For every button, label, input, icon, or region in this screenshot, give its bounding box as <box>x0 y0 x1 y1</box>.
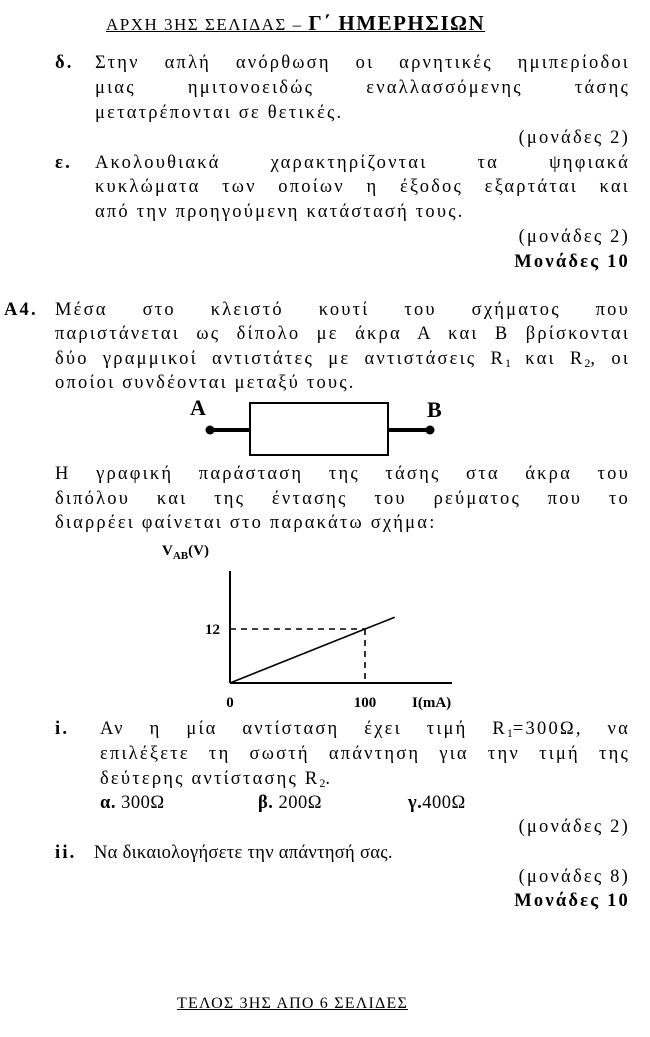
page-footer: ΤΕΛΟΣ 3ΗΣ ΑΠΟ 6 ΣΕΛΙΔΕΣ <box>177 995 408 1012</box>
question-i-r2-subscript: 2 <box>319 776 326 790</box>
r2-subscript: 2 <box>584 356 591 370</box>
a4-line-3 <box>55 347 630 371</box>
graph-intro-line-1: Η γραφική παράσταση της τάσης στα άκρα του <box>55 464 630 484</box>
option-a-value: 300Ω <box>115 793 165 813</box>
chart-ylabel-sub: AB <box>172 550 189 562</box>
chart-ylabel-main: V <box>162 543 173 559</box>
terminal-b-label: B <box>427 397 442 422</box>
question-i-line-1 <box>100 717 630 741</box>
option-a-label: α. <box>100 793 116 813</box>
item-delta-line-1: Στην απλή ανόρθωση οι αρνητικές ημιπερίοδοι <box>95 53 630 73</box>
question-ii-text: Να δικαιολογήσετε την απάντησή σας. <box>94 843 393 863</box>
question-i-line-3-part-a: δεύτερης αντίστασης R <box>100 769 320 789</box>
item-delta-marks: (μονάδες 2) <box>518 128 630 148</box>
option-c-value: 400Ω <box>422 793 466 813</box>
item-epsilon-line-1: Ακολουθιακά χαρακτηρίζονται τα ψηφιακά <box>95 153 630 173</box>
question-i-marker: i. <box>55 719 70 739</box>
option-c-label: γ. <box>408 793 423 813</box>
a4-line-4: οποίοι συνδέονται μεταξύ τους. <box>55 373 356 393</box>
chart-y-tick-label: 12 <box>205 622 220 638</box>
vi-chart <box>150 535 480 715</box>
item-epsilon-line-2: κυκλώματα των οποίων η έξοδος εξαρτάται και <box>95 177 630 197</box>
chart-series-line <box>230 617 395 683</box>
header-prefix: ΑΡΧΗ 3ΗΣ ΣΕΛΙΔΑΣ – <box>106 15 309 34</box>
graph-intro-line-3: διαρρέει φαίνεται στο παρακάτω σχήμα: <box>55 513 437 533</box>
option-b-label: β. <box>258 793 274 813</box>
a4-line-3-part-c: , οι <box>590 349 631 369</box>
page-header <box>106 11 485 36</box>
item-epsilon-marks: (μονάδες 2) <box>518 227 630 247</box>
terminal-a-label: A <box>190 395 206 420</box>
terminal-b <box>426 426 435 435</box>
question-ii-marker: ii. <box>55 843 77 863</box>
a4-line-2: παριστάνεται ως δίπολο με άκρα Α και Β βρίσκονται <box>55 324 630 344</box>
r1-subscript: 1 <box>505 356 512 370</box>
terminal-a <box>206 426 215 435</box>
question-i-line-2: επιλέξετε τη σωστή απάντηση για την τιμή της <box>100 744 630 764</box>
chart-xlabel: I(mA) <box>412 695 452 711</box>
item-epsilon-marker: ε. <box>55 153 72 173</box>
question-ii-marks: (μονάδες 8) <box>518 867 630 887</box>
chart-origin-label: 0 <box>226 695 234 711</box>
question-total-marks: Μονάδες 10 <box>514 891 630 911</box>
dipole-figure <box>180 390 450 466</box>
chart-ylabel <box>162 543 209 562</box>
option-c <box>408 791 466 815</box>
dipole-box <box>250 403 388 455</box>
option-b-value: 200Ω <box>273 793 322 813</box>
item-delta-marker: δ. <box>55 53 74 73</box>
question-i-line-3-part-b: . <box>325 769 333 789</box>
item-delta-line-3: μετατρέπονται σε θετικές. <box>95 103 344 123</box>
item-epsilon-line-3: από την προηγούμενη κατάστασή τους. <box>95 202 465 222</box>
section-total-marks: Μονάδες 10 <box>514 252 630 272</box>
header-title: Γ΄ ΗΜΕΡΗΣΙΩΝ <box>308 11 486 35</box>
a4-line-1: Μέσα στο κλειστό κουτί του σχήματος που <box>55 300 630 320</box>
a4-label: Α4. <box>4 300 38 320</box>
question-i-r1-subscript: 1 <box>506 726 513 740</box>
question-i-line-1-part-b: =300Ω, να <box>512 719 630 739</box>
question-i-line-1-part-a: Αν η μία αντίσταση έχει τιμή R <box>100 719 507 739</box>
item-delta-line-2: μιας ημιτονοειδώς εναλλασσόμενης τάσης <box>95 78 630 98</box>
a4-line-3-part-b: και R <box>511 349 585 369</box>
question-i-line-3 <box>100 767 332 791</box>
chart-x-tick-label: 100 <box>353 695 377 711</box>
option-b <box>258 791 322 815</box>
option-a <box>100 791 165 815</box>
chart-ylabel-unit: (V) <box>188 543 209 559</box>
graph-intro-line-2: διπόλου και της έντασης του ρεύματος που το <box>55 489 630 509</box>
question-i-marks: (μονάδες 2) <box>518 817 630 837</box>
a4-line-3-part-a: δύο γραμμικοί αντιστάτες με αντιστάσεις R <box>55 349 506 369</box>
